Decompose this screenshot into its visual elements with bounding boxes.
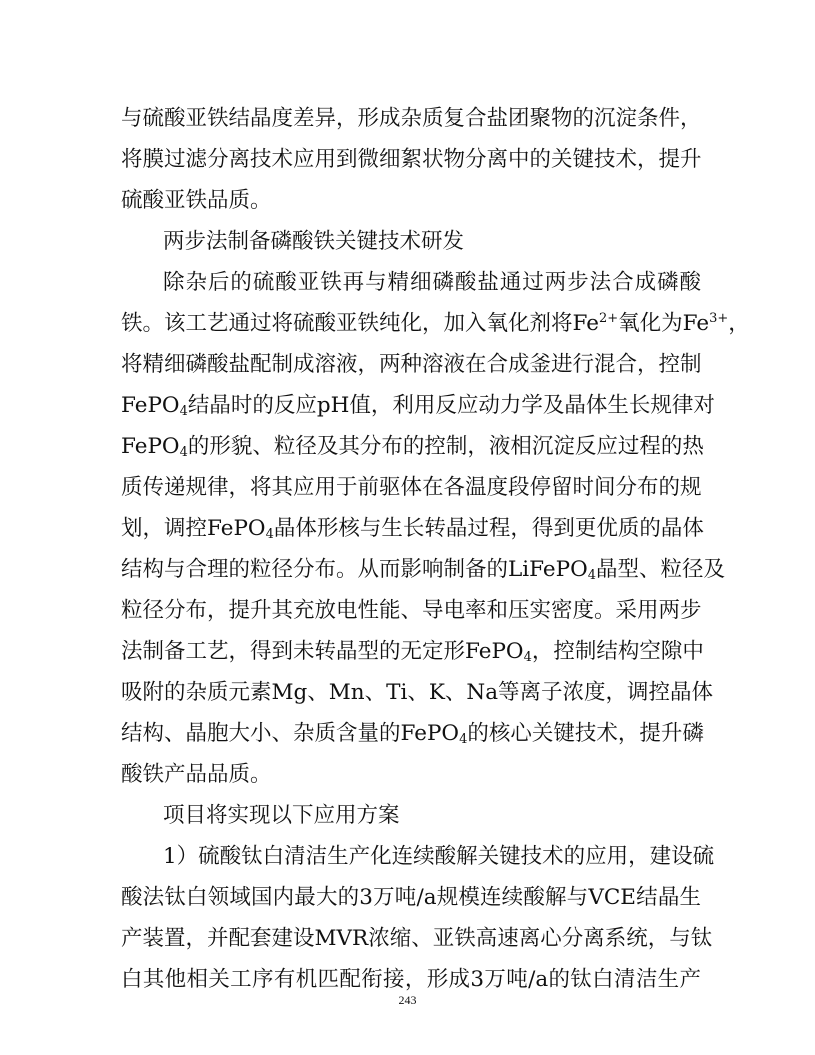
text-line: 粒径分布，提升其充放电性能、导电率和压实密度。采用两步 [121,598,702,623]
text-line: 白其他相关工序有机匹配衔接，形成3万吨/a的钛白清洁生产 [121,967,701,992]
text-line: 酸法钛白领域国内最大的3万吨/a规模连续酸解与VCE结晶生 [121,885,701,910]
text-line: 结构与合理的粒径分布。从而影响制备的LiFePO$_4$晶型、粒径及 [121,557,726,583]
page-number: 243 [398,993,417,1007]
text-line: 结构、晶胞大小、杂质含量的FePO$_4$的核心关键技术，提升磷 [121,721,704,747]
text-line: 将精细磷酸盐配制成溶液，两种溶液在合成釜进行混合，控制 [121,352,702,377]
text-line: 1）硫酸钛白清洁生产化连续酸解关键技术的应用，建设硫 [163,844,715,869]
text-line: 划，调控FePO$_4$晶体形核与生长转晶过程，得到更优质的晶体 [121,516,704,542]
text-line: FePO$_4$结晶时的反应pH值，利用反应动力学及晶体生长规律对 [121,393,715,419]
section-heading: 两步法制备磷酸铁关键技术研发 [163,229,465,254]
text-line: 与硫酸亚铁结晶度差异，形成杂质复合盐团聚物的沉淀条件， [121,106,702,131]
text-line: 除杂后的硫酸亚铁再与精细磷酸盐通过两步法合成磷酸 [163,270,701,295]
text-line: 酸铁产品品质。 [121,762,272,787]
text-line: 产装置，并配套建设MVR浓缩、亚铁高速离心分离系统，与钛 [121,926,713,951]
text-line: 质传递规律，将其应用于前驱体在各温度段停留时间分布的规 [121,475,702,500]
text-line: 法制备工艺，得到未转晶型的无定形FePO$_4$，控制结构空隙中 [121,639,704,665]
text-line: 将膜过滤分离技术应用到微细絮状物分离中的关键技术，提升 [121,147,702,172]
section-heading: 项目将实现以下应用方案 [163,803,400,828]
text-line: FePO$_4$的形貌、粒径及其分布的控制，液相沉淀反应过程的热 [121,434,704,460]
text-line: 硫酸亚铁品质。 [121,188,272,213]
text-line: 吸附的杂质元素Mg、Mn、Ti、K、Na等离子浓度，调控晶体 [121,680,714,705]
text-line: 铁。该工艺通过将硫酸亚铁纯化，加入氧化剂将$Fe^{2+}$氧化为$Fe^{3+}$， [121,311,750,336]
